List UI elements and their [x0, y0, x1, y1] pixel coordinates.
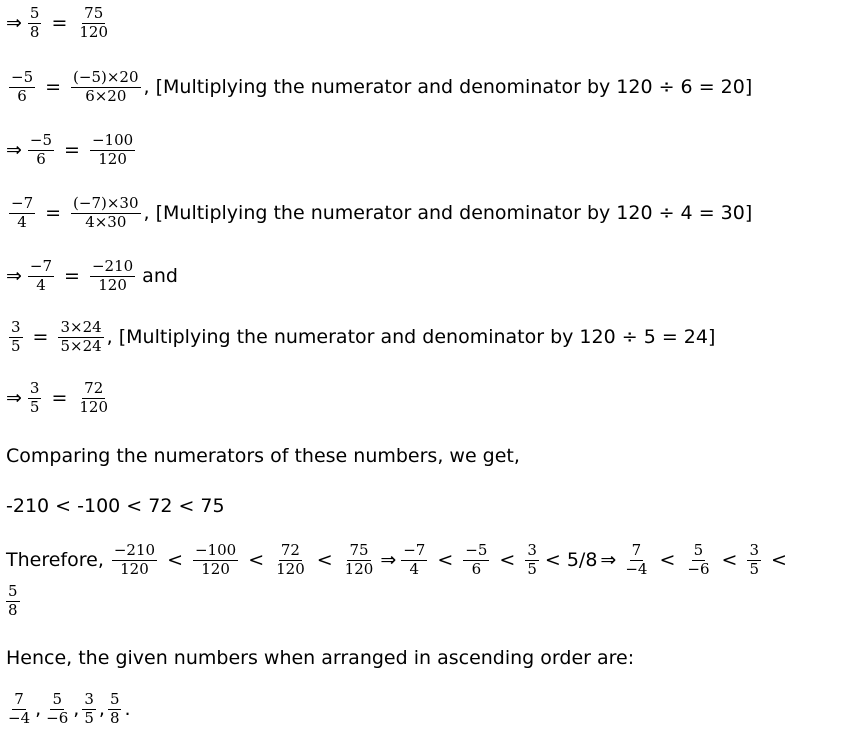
implies-symbol: ⇒: [380, 548, 397, 571]
inequality-chain: -210 < -100 < 72 < 75: [6, 495, 225, 517]
equals-sign: =: [51, 11, 68, 34]
fraction: $\frac{3\times 24}{5\times 24}$: [60, 318, 102, 355]
fraction: $\frac{3}{5}$: [749, 541, 759, 578]
explanation-note: , [Multiplying the numerator and denominator by 120 ÷ 5 = 24]: [106, 325, 716, 348]
equals-sign: =: [45, 201, 62, 224]
comma: ,: [35, 697, 42, 720]
fraction: $\frac{-100}{120}$: [194, 541, 237, 578]
fraction: $\frac{-210}{120}$: [91, 257, 134, 294]
fraction: $\frac{72}{120}$: [276, 541, 305, 578]
less-than-sign: <: [770, 548, 787, 571]
implies-symbol: ⇒: [6, 138, 22, 161]
fraction: $\frac{75}{120}$: [344, 541, 374, 578]
implies-symbol: ⇒: [6, 264, 22, 287]
equals-sign: =: [51, 386, 68, 409]
less-than-sign: <: [499, 548, 516, 571]
less-than-sign: <: [248, 548, 265, 571]
therefore-label: Therefore,: [6, 548, 104, 571]
less-than-sign: <: [721, 548, 738, 571]
fraction: $\frac{3}{5}$: [11, 318, 21, 355]
less-than-sign: <: [437, 548, 454, 571]
fraction: $\frac{7}{-4}$: [625, 541, 648, 578]
equals-sign: =: [45, 75, 62, 98]
equation-line-5: [6, 259, 178, 294]
equation-line-3: [6, 133, 138, 168]
equals-sign: =: [64, 138, 80, 161]
fraction: $\frac{5}{8}$: [8, 582, 18, 619]
fraction: $\frac{7}{-4}$: [8, 690, 31, 727]
fraction: $\frac{-5}{6}$: [11, 68, 34, 105]
conclusion-line: [6, 543, 794, 578]
fraction: $\frac{3}{5}$: [29, 379, 40, 416]
fraction: $\frac{5}{-6}$: [46, 690, 69, 727]
fraction: $\frac{-7}{4}$: [29, 257, 53, 294]
equation-line-4: [6, 196, 752, 231]
hence-statement: Hence, the given numbers when arranged in ascending order are:: [6, 647, 635, 669]
fraction: $\frac{-7}{4}$: [11, 194, 34, 231]
fraction: $\frac{-5}{6}$: [29, 131, 53, 168]
fraction: $\frac{3}{5}$: [527, 541, 537, 578]
explanation-note: , [Multiplying the numerator and denominator by 120 ÷ 6 = 20]: [143, 75, 753, 98]
fraction: $\frac{5}{8}$: [29, 4, 40, 41]
conclusion-line-wrap: [6, 584, 23, 619]
equation-line-6: [6, 320, 715, 355]
inline-fraction-text: < 5/8: [544, 548, 598, 571]
comma: ,: [73, 697, 80, 720]
fraction: $\frac{-7}{4}$: [403, 541, 426, 578]
fraction: $\frac{5}{-6}$: [687, 541, 710, 578]
equation-line-7: [6, 381, 113, 416]
fraction: $\frac{72}{120}$: [79, 379, 109, 416]
implies-symbol: ⇒: [6, 386, 22, 409]
period: .: [124, 697, 131, 720]
less-than-sign: <: [167, 548, 183, 571]
fraction: $\frac{(-5)\times 20}{6\times 20}$: [73, 68, 139, 105]
equals-sign: =: [64, 264, 80, 287]
fraction: $\frac{-5}{6}$: [465, 541, 488, 578]
fraction: $\frac{5}{8}$: [109, 690, 120, 727]
less-than-sign: <: [316, 548, 333, 571]
less-than-sign: <: [659, 548, 676, 571]
equation-line-1: [6, 6, 113, 41]
comparison-statement: Comparing the numerators of these numbers, we get,: [6, 445, 520, 467]
fraction: $\frac{(-7)\times 30}{4\times 30}$: [73, 194, 139, 231]
equation-line-2: [6, 70, 752, 105]
final-answer: [6, 692, 131, 727]
implies-symbol: ⇒: [600, 548, 617, 571]
comma: ,: [98, 697, 105, 720]
fraction: $\frac{75}{120}$: [79, 4, 109, 41]
implies-symbol: ⇒: [6, 11, 22, 34]
fraction: $\frac{3}{5}$: [84, 690, 94, 727]
explanation-note: , [Multiplying the numerator and denominator by 120 ÷ 4 = 30]: [143, 201, 753, 224]
conjunction-text: and: [142, 264, 178, 287]
equals-sign: =: [32, 325, 49, 348]
fraction: $\frac{-100}{120}$: [91, 131, 134, 168]
fraction: $\frac{-210}{120}$: [113, 541, 156, 578]
